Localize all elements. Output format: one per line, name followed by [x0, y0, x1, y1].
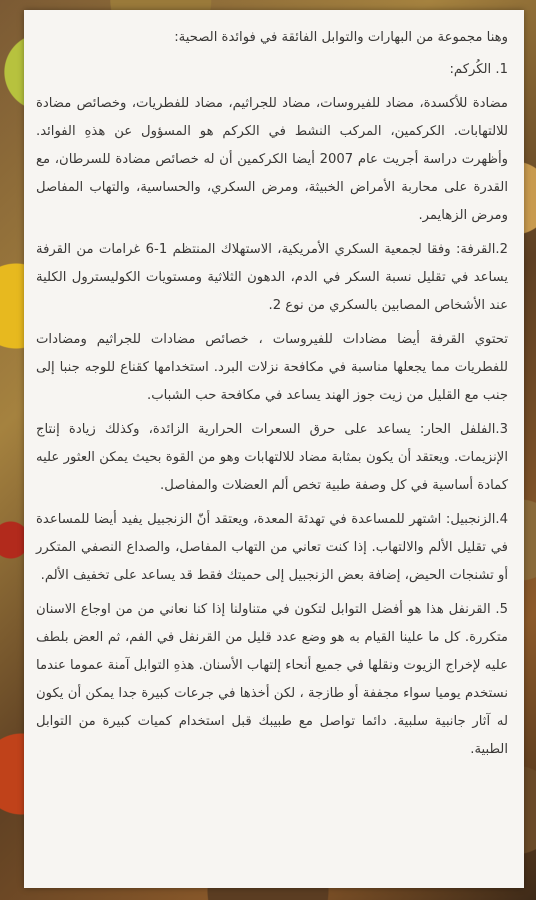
section-heading-turmeric: 1. الكُركم: — [449, 62, 508, 77]
article-panel — [24, 10, 524, 888]
paragraph-turmeric: مضادة للأكسدة، مضاد للفيروسات، مضاد للجراثيم، مضاد للفطريات، وخصائص مضادة للالتهابات. الكركمين، المركب النشط في الكركم هو المسؤول عن هذهِ الفوائد. وأظهرت دراسة أجريت عام 2007 أيضا الكركمين أن له خصائص مضادة للسرطان، مع القدرة على محاربة الأمراض الخبيثة، ومرض السكري، والحساسية، والتهاب المفاصل ومرض الزهايمر. — [36, 96, 508, 223]
paragraph-cloves: 5. القرنفل هذا هو أفضل التوابل لتكون في متناولنا إذا كنا نعاني من من اوجاع الاسنان متكررة. كل ما علينا القيام به هو وضع عدد قليل من القرنفل في الفم، ثم العض بلطف عليه لإخراج الزيوت ونقلها في جميع أنحاء إلتهاب الأسنان. هذهِ التوابل آمنة عموما عندما نستخدم يوميا سواء مجففة أو طازجة ، لكن أخذها في جرعات كبيرة جدا يمكن أن يكون له آثار جانبية سلبية. دائما تواصل مع طبيبك قبل استخدام كميات كبيرة من التوابل الطبية. — [36, 602, 508, 757]
article-body — [24, 10, 524, 764]
paragraph-cinnamon: 2.القرفة: وفقا لجمعية السكري الأمريكية، الاستهلاك المنتظم 1-6 غرامات من القرفة يساعد في تقليل نسبة السكر في الدم، الدهون الثلاثية ومستويات الكوليسترول الكلية عند الأشخاص المصابين بالسكري من نوع 2. — [36, 242, 508, 313]
paragraph-cinnamon-extra: تحتوي القرفة أيضا مضادات للفيروسات ، خصائص مضادات للجراثيم ومضادات للفطريات مما يجعلها مناسبة في مكافحة نزلات البرد. استخدامها كقناع للوجه جنبا إلى جنب مع القليل من زيت جوز الهند يساعد في مكافحة حب الشباب. — [36, 332, 508, 403]
paragraph-ginger: 4.الزنجبيل: اشتهر للمساعدة في تهدئة المعدة، ويعتقد أنّ الزنجبيل يفيد أيضا للمساعدة في تقليل الألم والالتهاب. إذا كنت تعاني من التهاب المفاصل، والصداع النصفي المتكرر أو تشنجات الحيض، إضافة بعض الزنجبيل إلى حميتك فقط قد يساعد على تخفيف الألم. — [36, 512, 508, 583]
paragraph-hot-pepper: 3.الفلفل الحار: يساعد على حرق السعرات الحرارية الزائدة، وكذلك زيادة إنتاج الإنزيمات. ويعتقد أن يكون بمثابة مضاد للالتهابات وهو من القوة بحيث يمكن العثور عليه كمادة أساسية في كل وصفة طبية تخص ألم العضلات والمفاصل. — [36, 422, 508, 493]
article-intro: وهنا مجموعة من البهارات والتوابل الفائقة في فوائدة الصحية: — [174, 30, 508, 45]
